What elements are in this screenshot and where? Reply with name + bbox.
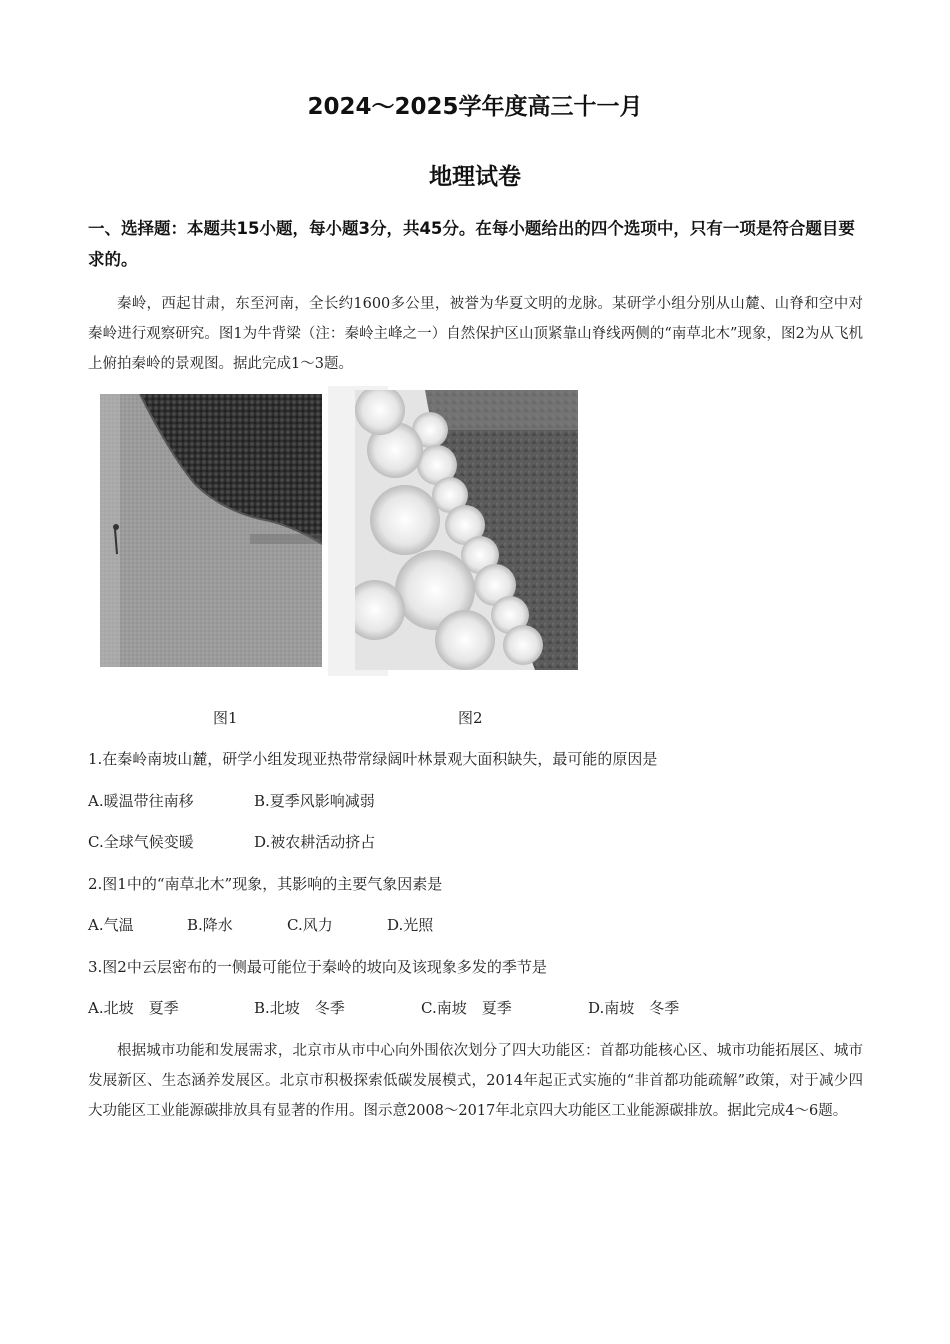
question-3-stem: 3.图2中云层密布的一侧最可能位于秦岭的坡向及该现象多发的季节是: [88, 958, 547, 976]
passage-beijing: 根据城市功能和发展需求，北京市从市中心向外围依次划分了四大功能区：首都功能核心区、城市功能拓展区、城市发展新区、生态涵养发展区。北京市积极探索低碳发展模式，2014年起正式实施的“非首都功能疏解”政策，对于减少四大功能区工业能源碳排放具有显著的作用。图示意2008～2017年北京四大功能区工业能源碳排放。据此完成4～6题。: [88, 1043, 863, 1119]
q3-option-b: B.北坡 冬季: [254, 999, 345, 1017]
q3-option-c: C.南坡 夏季: [421, 999, 512, 1017]
figure-1-image: [100, 394, 322, 667]
q2-option-b: B.降水: [187, 916, 233, 934]
q3-option-a: A.北坡 夏季: [88, 999, 179, 1017]
section-heading: 一、选择题：本题共15小题，每小题3分，共45分。在每小题给出的四个选项中，只有一项是符合题目要求的。: [88, 219, 855, 269]
q1-option-d: D.被农耕活动挤占: [254, 833, 376, 851]
figure-2-caption: 图2: [458, 709, 483, 727]
question-2-stem: 2.图1中的“南草北木”现象，其影响的主要气象因素是: [88, 875, 443, 893]
q1-option-c: C.全球气候变暖: [88, 833, 194, 851]
figure-1-photo: [100, 394, 322, 667]
figure-1-caption: 图1: [213, 709, 238, 727]
q2-option-a: A.气温: [88, 916, 134, 934]
q2-option-c: C.风力: [287, 916, 333, 934]
exam-title: 2024～2025学年度高三十一月: [307, 94, 643, 120]
q1-option-a: A.暖温带往南移: [88, 792, 194, 810]
q1-option-b: B.夏季风影响减弱: [254, 792, 375, 810]
q3-option-d: D.南坡 冬季: [588, 999, 680, 1017]
figure-2-image: [355, 390, 578, 670]
q2-option-d: D.光照: [387, 916, 434, 934]
figure-2-photo: [355, 390, 578, 670]
question-1-stem: 1.在秦岭南坡山麓，研学小组发现亚热带常绿阔叶林景观大面积缺失，最可能的原因是: [88, 750, 658, 768]
passage-qinling: 秦岭，西起甘肃，东至河南，全长约1600多公里，被誉为华夏文明的龙脉。某研学小组分别从山麓、山脊和空中对秦岭进行观察研究。图1为牛背梁（注：秦岭主峰之一）自然保护区山顶紧靠山脊线两侧的“南草北木”现象，图2为从飞机上俯拍秦岭的景观图。据此完成1～3题。: [88, 296, 863, 372]
exam-subject: 地理试卷: [429, 164, 521, 190]
